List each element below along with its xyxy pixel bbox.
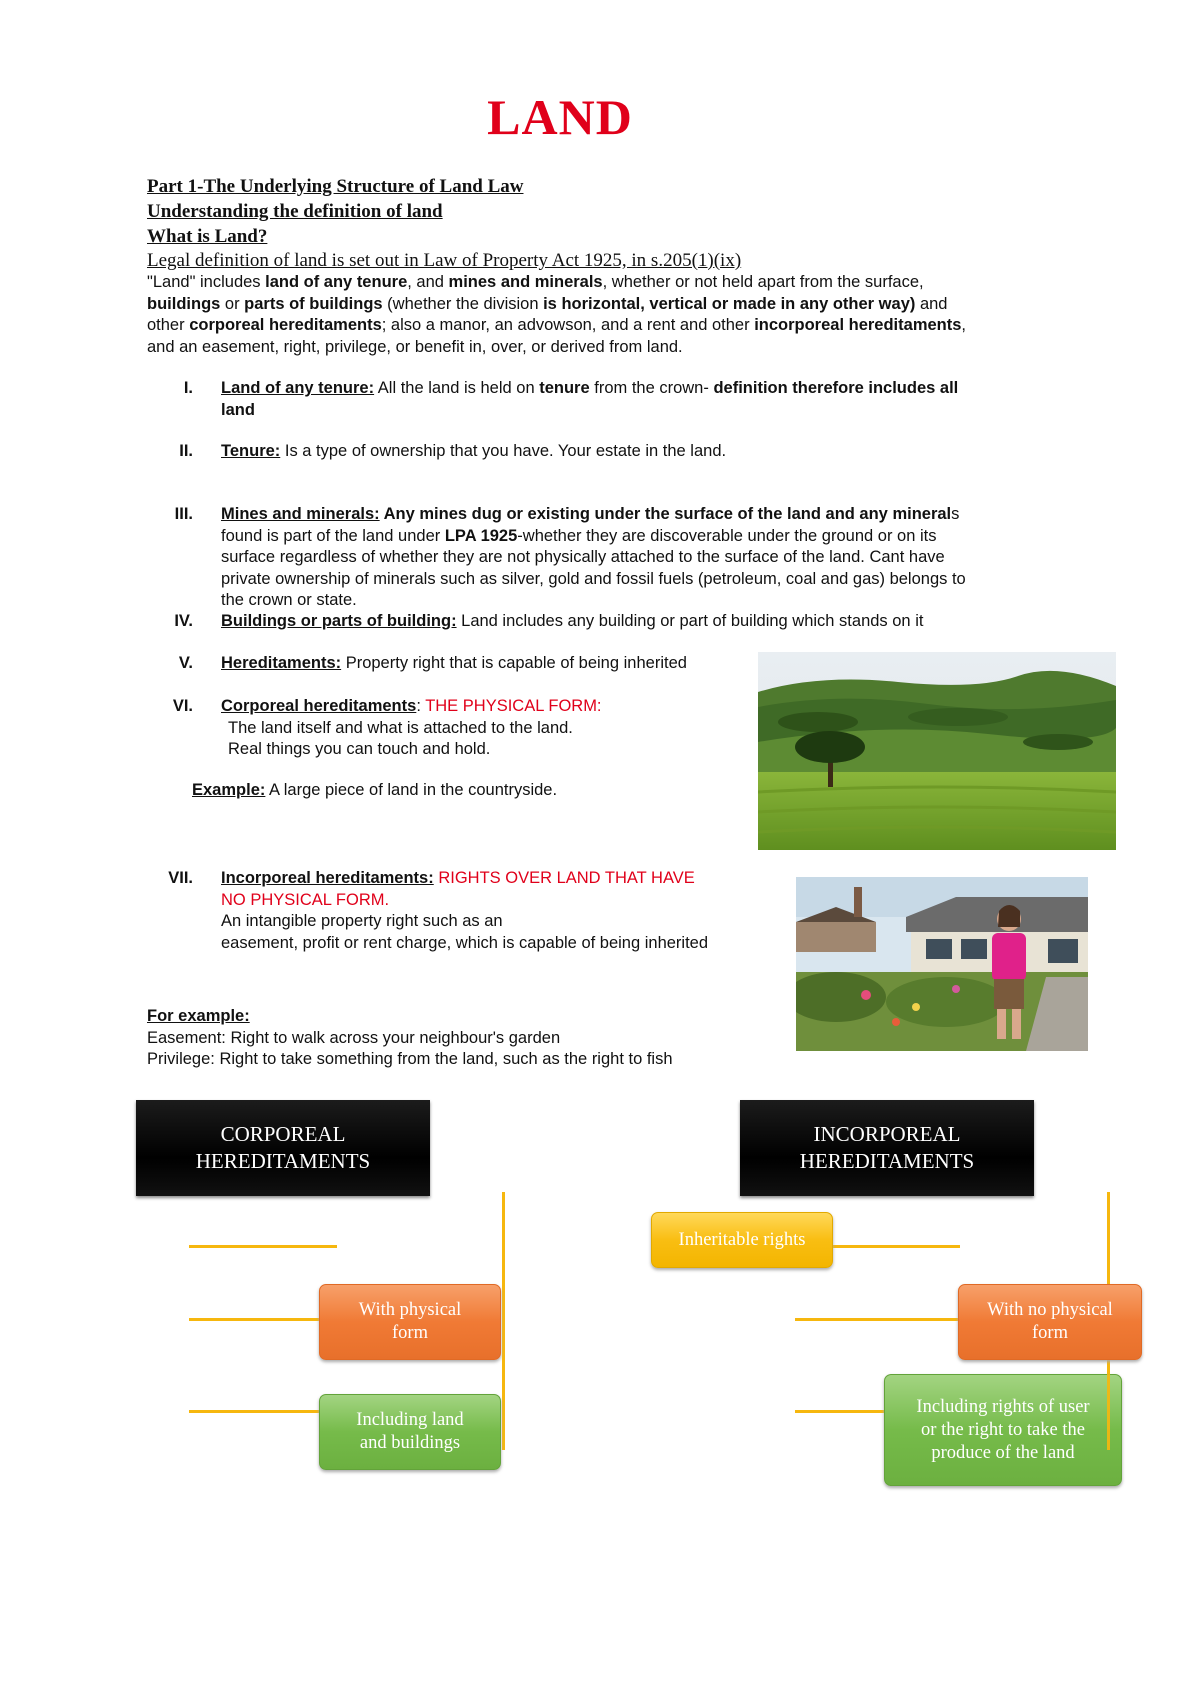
right-vertical-connector-overlay xyxy=(1107,1374,1110,1450)
left-connector-1 xyxy=(189,1245,337,1248)
inheritable-rights-node: Inheritable rights xyxy=(651,1212,833,1268)
corporeal-header-box: CORPOREAL HEREDITAMENTS xyxy=(136,1100,430,1196)
including-land-node: Including land and buildings xyxy=(319,1394,501,1470)
section-heading: Understanding the definition of land xyxy=(147,201,443,222)
part-heading: Part 1-The Underlying Structure of Land Law xyxy=(147,176,524,197)
left-connector-2 xyxy=(189,1318,319,1321)
example-line: Example: A large piece of land in the countryside. xyxy=(192,781,558,799)
countryside-photo xyxy=(758,652,1116,850)
definition-paragraph: "Land" includes land of any tenure, and mines and minerals, whether or not held apart from the surface, buildings or parts of buildings (whether the division is horizontal, vertical or made in any other way) and other corporeal hereditaments; also a manor, an advowson, and a rent and other incorporeal hereditaments, and an easement, right, privilege, or benefit in, over, or derived from land. xyxy=(147,273,967,356)
question-heading: What is Land? xyxy=(147,226,268,247)
including-rights-node: Including rights of user or the right to take the produce of the land xyxy=(884,1374,1122,1486)
right-connector-3 xyxy=(795,1410,885,1413)
left-vertical-connector xyxy=(502,1192,505,1450)
right-connector-2 xyxy=(795,1318,960,1321)
with-physical-form-node: With physical form xyxy=(319,1284,501,1360)
page-title: LAND xyxy=(487,89,633,145)
garden-photo xyxy=(796,877,1088,1051)
incorporeal-header-box: INCORPOREAL HEREDITAMENTS xyxy=(740,1100,1034,1196)
left-connector-3 xyxy=(189,1410,319,1413)
for-example-block: For example: Easement: Right to walk across your neighbour's garden Privilege: Right to take something from the land, such as the right to fish xyxy=(147,1007,673,1068)
legal-definition-line: Legal definition of land is set out in Law of Property Act 1925, in s.205(1)(ix) xyxy=(147,250,742,271)
right-connector-1 xyxy=(830,1245,960,1248)
with-no-physical-form-node: With no physical form xyxy=(958,1284,1142,1360)
